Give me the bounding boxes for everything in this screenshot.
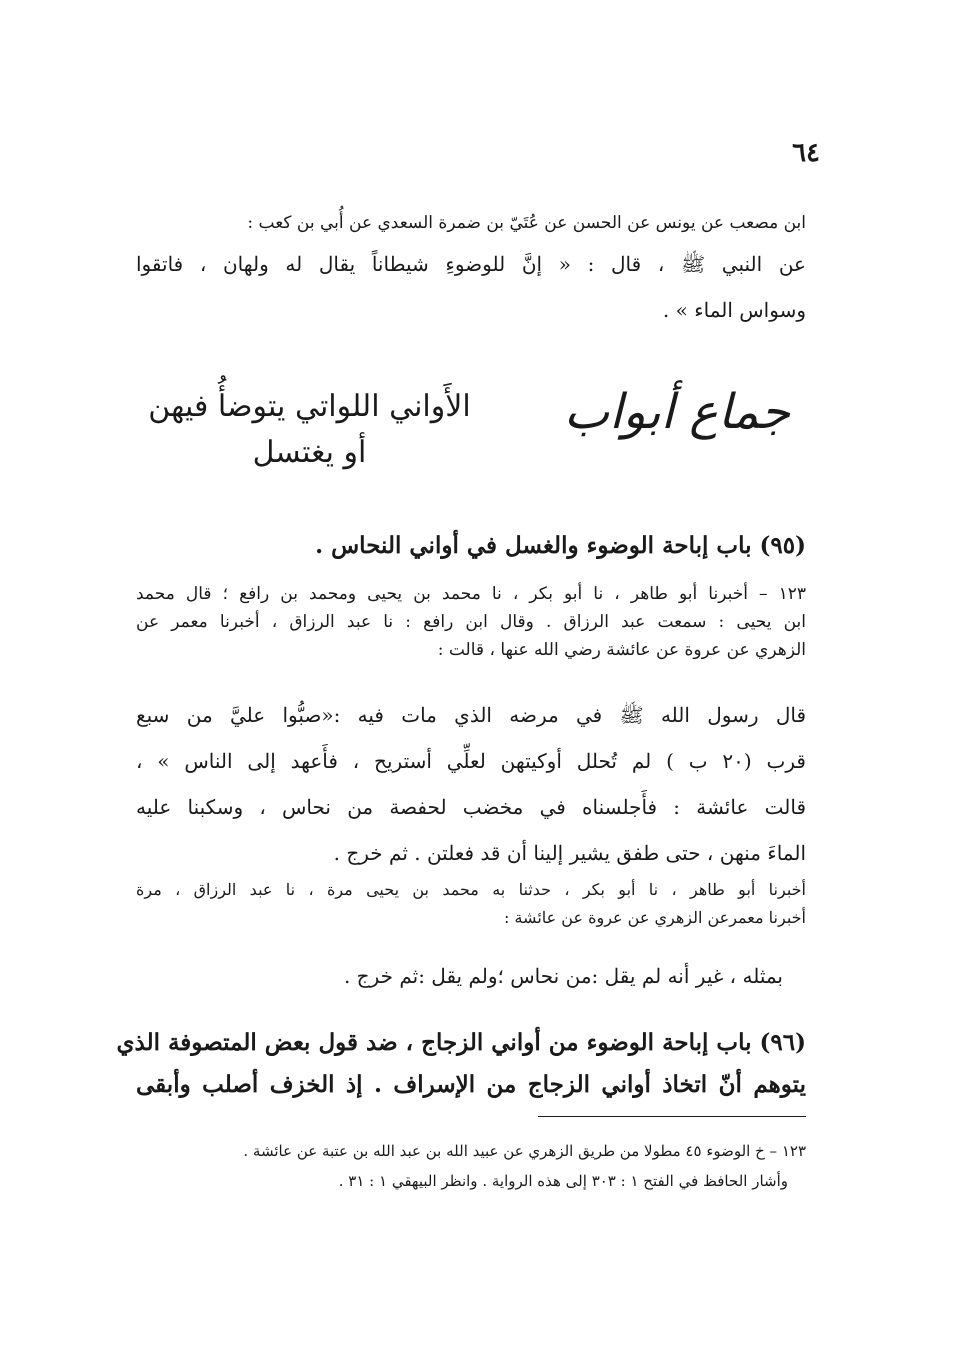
bab-96-heading-line: يتوهم أنّ اتخاذ أواني الزجاج من الإسراف . إذ الخزف أصلب وأبقى xyxy=(136,1071,806,1098)
isnad-line: أخبرنا أبو طاهر ، نا أبو بكر ، حدثنا به محمد بن يحيى مرة ، نا عبد الرزاق ، مرة xyxy=(136,880,806,899)
isnad-line: ابن يحيى : سمعت عبد الرزاق . وقال ابن رافع : نا عبد الرزاق ، أخبرنا معمر عن xyxy=(136,612,806,632)
intro-line: عن النبي ﷺ ، قال : « إنَّ للوضوءِ شيطاناً يقال له ولهان ، فاتقوا xyxy=(136,252,806,276)
chapter-title-line: أو يغتسل xyxy=(252,435,367,470)
matn-line: قالت عائشة : فأَجلسناه في مخضب لحفصة من نحاس ، وسكبنا عليه xyxy=(136,795,806,819)
footnote-line: ١٢٣ – خ الوضوء ٤٥ مطولا من طريق الزهري عن عبيد الله بن عبد الله بن عتبة عن عائشة . xyxy=(243,1142,806,1160)
isnad-line: ١٢٣ – أخبرنا أبو طاهر ، نا أبو بكر ، نا محمد بن يحيى ومحمد بن رافع ؛ قال محمد xyxy=(136,584,806,604)
footnote xyxy=(136,1136,806,1196)
bab-95-matn xyxy=(136,692,806,876)
chapter-title-line: الأَواني اللواتي يتوضأُ فيهن xyxy=(148,389,471,424)
intro-line: ابن مصعب عن يونس عن الحسن عن عُتَيّ بن ضمرة السعدي عن أُبي بن كعب : xyxy=(247,213,806,233)
matn-line: قرب (٢٠ ب ) لم تُحلل أوكيتهن لعلِّي أستريح ، فأَعهد إلى الناس » ، xyxy=(136,749,806,773)
footnote-line: وأشار الحافظ في الفتح ١ : ٣٠٣ إلى هذه الرواية . وانظر البيهقي ١ : ٣١ . xyxy=(338,1172,788,1190)
bab-95-variant-note: بمثله ، غير أنه لم يقل :من نحاس ؛ولم يقل :ثم خرج . xyxy=(343,964,783,988)
page-number: ٦٤ xyxy=(792,138,820,168)
bab-96-heading xyxy=(116,1022,806,1106)
intro-line: وسواس الماء » . xyxy=(662,298,806,322)
bab-95-isnad xyxy=(136,580,806,664)
chapter-title xyxy=(137,384,482,476)
bab-95-second-isnad xyxy=(136,876,806,932)
chapter-calligraphy-title: جماع أبواب xyxy=(564,384,790,440)
intro-paragraph xyxy=(136,206,806,332)
isnad-line: الزهري عن عروة عن عائشة رضي الله عنها ، قالت : xyxy=(437,640,806,660)
isnad-line: أخبرنا معمرعن الزهري عن عروة عن عائشة : xyxy=(503,908,806,927)
matn-line: الماءَ منهن ، حتى طفق يشير إلينا أن قد فعلتن . ثم خرج . xyxy=(333,841,806,865)
footnote-separator xyxy=(538,1116,806,1117)
bab-96-heading-line: (٩٦) باب إباحة الوضوء من أواني الزجاج ، ضد قول بعض المتصوفة الذي xyxy=(116,1029,806,1056)
bab-95-heading: (٩٥) باب إباحة الوضوء والغسل في أواني النحاس . xyxy=(315,532,806,559)
matn-line: قال رسول الله ﷺ في مرضه الذي مات فيه :«صبُّوا عليَّ من سبع xyxy=(136,703,806,727)
